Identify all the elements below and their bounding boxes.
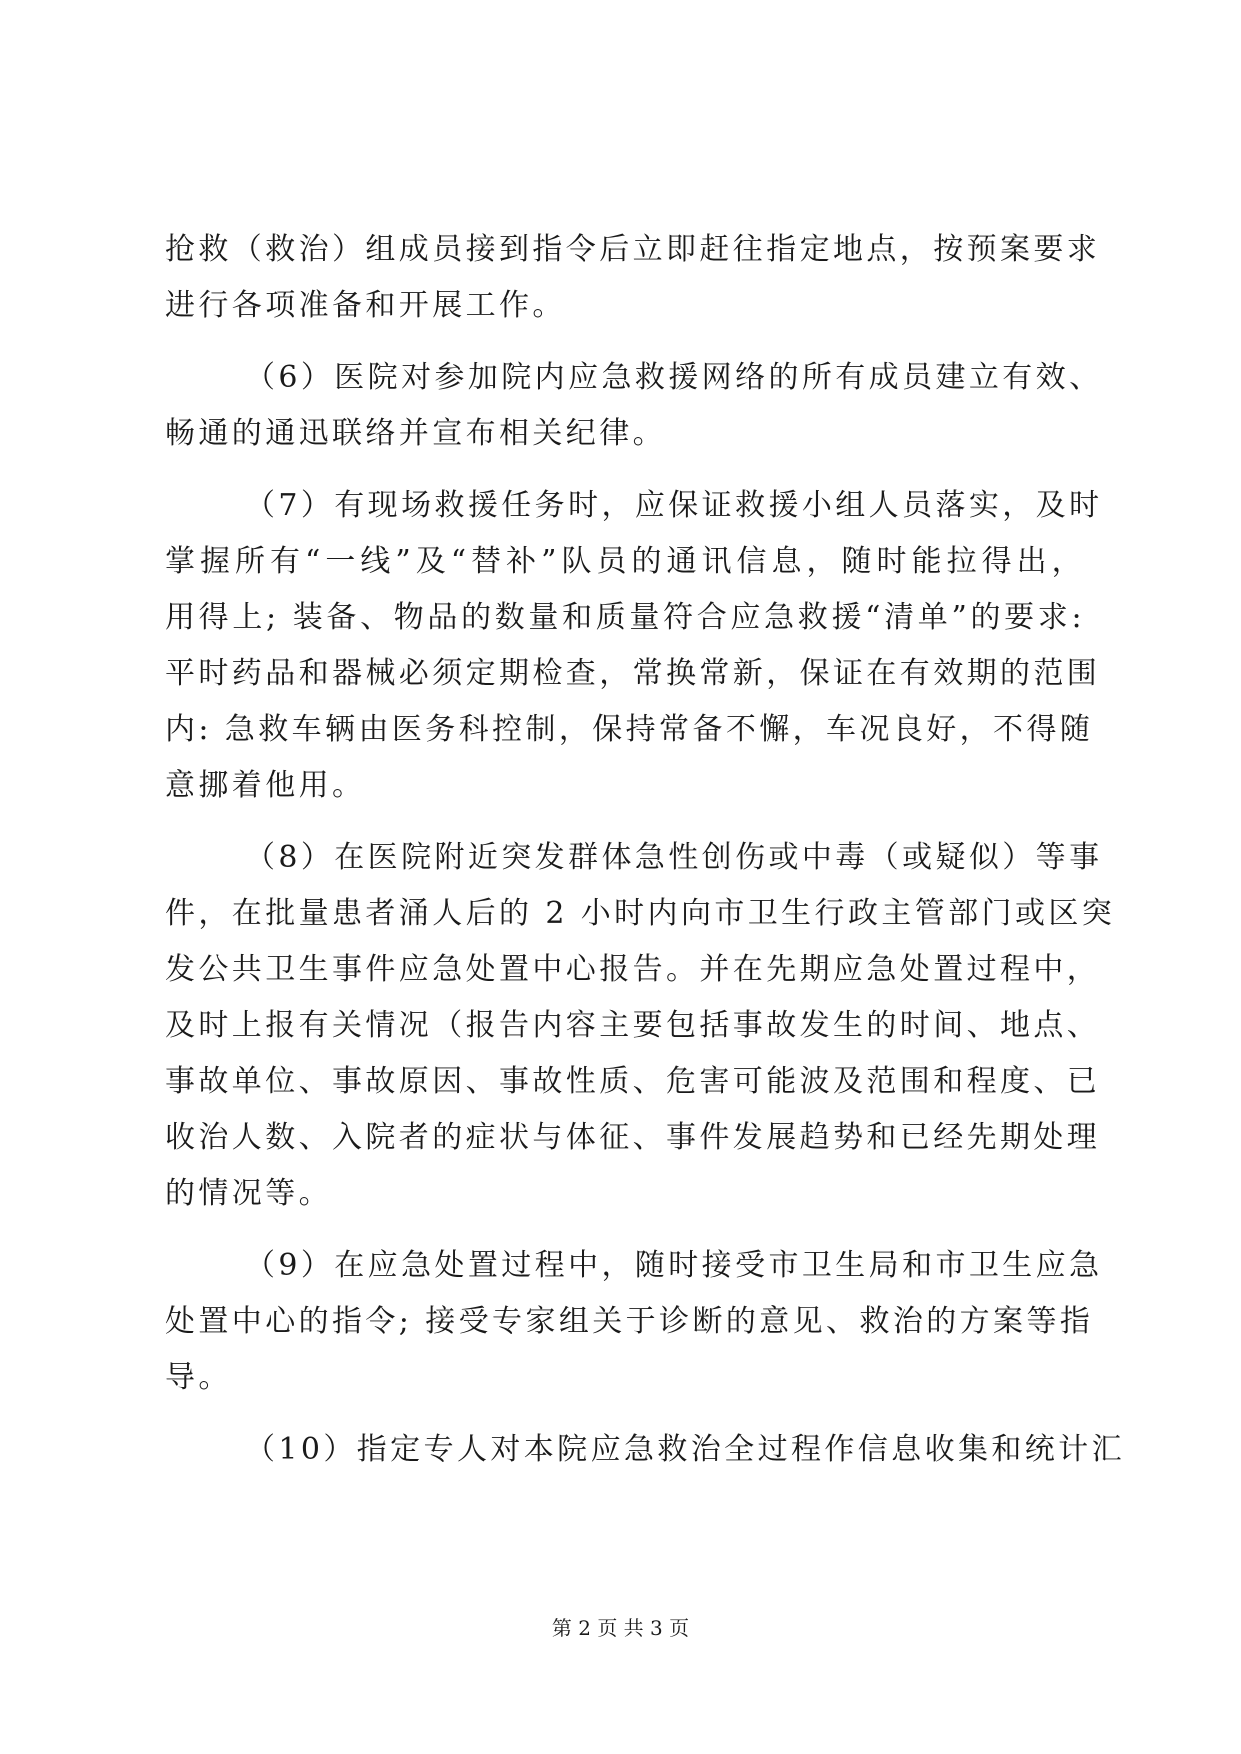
- paragraph-9-start: （9）在应急处置过程中，随时接受市卫生局和市卫生应急: [245, 1248, 1103, 1283]
- text-line: 及时上报有关情况（报告内容主要包括事故发生的时间、地点、: [165, 1008, 1101, 1043]
- text-line: 意挪着他用。: [165, 768, 366, 803]
- text-line: 发公共卫生事件应急处置中心报告。并在先期应急处置过程中，: [165, 952, 1101, 987]
- text-line: 的情况等。: [165, 1176, 332, 1211]
- page-number-footer: 第 2 页 共 3 页: [551, 1616, 690, 1640]
- paragraph-8-start: （8）在医院附近突发群体急性创伤或中毒（或疑似）等事: [245, 840, 1103, 875]
- text-line: 收治人数、入院者的症状与体征、事件发展趋势和已经先期处理: [165, 1120, 1101, 1155]
- paragraph-6-start: （6）医院对参加院内应急救援网络的所有成员建立有效、: [245, 360, 1103, 395]
- text-line: 抢救（救治）组成员接到指令后立即赶往指定地点，按预案要求: [165, 232, 1101, 267]
- text-line: 进行各项准备和开展工作。: [165, 288, 566, 323]
- text-line: 平时药品和器械必须定期检查，常换常新，保证在有效期的范围: [165, 656, 1101, 691]
- text-line: 处置中心的指令; 接受专家组关于诊断的意见、救治的方案等指: [165, 1304, 1094, 1339]
- text-line: 件，在批量患者涌人后的 2 小时内向市卫生行政主管部门或区突: [165, 896, 1116, 931]
- text-line: 导。: [165, 1360, 232, 1395]
- text-line: 内: 急救车辆由医务科控制，保持常备不懈，车况良好，不得随: [165, 712, 1094, 747]
- paragraph-10-start: （10）指定专人对本院应急救治全过程作信息收集和统计汇: [245, 1432, 1125, 1467]
- paragraph-7-start: （7）有现场救援任务时，应保证救援小组人员落实，及时: [245, 488, 1103, 523]
- text-line: 事故单位、事故原因、事故性质、危害可能波及范围和程度、已: [165, 1064, 1101, 1099]
- text-line: 掌握所有“一线”及“替补”队员的通讯信息，随时能拉得出，: [165, 544, 1085, 579]
- text-line: 用得上; 装备、物品的数量和质量符合应急救援“清单”的要求:: [165, 600, 1085, 635]
- text-line: 畅通的通迅联络并宣布相关纪律。: [165, 416, 666, 451]
